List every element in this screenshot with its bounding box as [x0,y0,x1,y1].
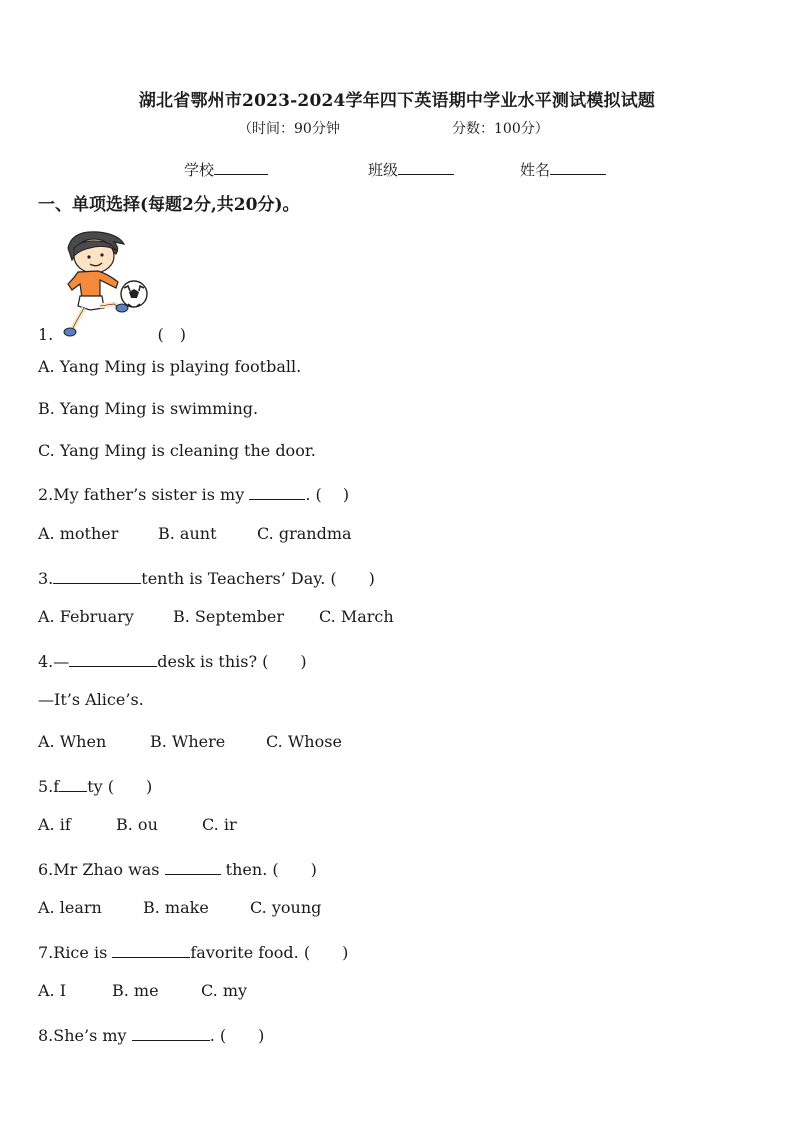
question-4 [38,649,307,672]
q6-blank[interactable] [165,860,221,875]
class-blank[interactable] [398,160,454,175]
q2-text-after: . ( ) [305,485,350,504]
q1-answer-paren[interactable]: ( ) [157,325,186,344]
q5-option-c[interactable]: C. ir [202,815,237,834]
q4-reply: —It’s Alice’s. [38,690,144,709]
exam-title: 湖北省鄂州市2023-2024学年四下英语期中学业水平测试模拟试题 [138,91,656,111]
q7-text-before: 7.Rice is [38,943,113,962]
question-2 [38,482,349,505]
q1-option-a[interactable]: A. Yang Ming is playing football. [38,357,302,376]
q2-text-before: 2.My father’s sister is my [38,485,250,504]
q5-option-b[interactable]: B. ou [116,815,158,834]
exam-score: 分数：100分） [452,121,549,137]
q2-option-b[interactable]: B. aunt [158,524,217,543]
school-blank[interactable] [214,160,268,175]
q2-blank[interactable] [249,485,305,500]
q2-option-a[interactable]: A. mother [38,524,119,543]
q7-text-after: favorite food. ( ) [190,943,349,962]
q5-blank[interactable] [59,777,87,792]
class-field[interactable] [368,159,454,180]
q3-blank[interactable] [53,569,141,584]
question-1 [38,322,186,345]
q7-option-b[interactable]: B. me [112,981,159,1000]
name-blank[interactable] [550,160,606,175]
q8-text-after: . ( ) [209,1026,265,1045]
q7-blank[interactable] [112,943,190,958]
q4-option-a[interactable]: A. When [38,732,107,751]
question-3 [38,566,375,589]
q5-text-before: 5.f [38,777,60,796]
q6-text-after: then. ( ) [220,860,317,879]
q6-option-c[interactable]: C. young [250,898,322,917]
q8-text-before: 8.She’s my [38,1026,132,1045]
q6-option-a[interactable]: A. learn [38,898,102,917]
q4-option-c[interactable]: C. Whose [266,732,342,751]
question-6 [38,857,317,880]
question-7 [38,940,348,963]
q8-blank[interactable] [132,1026,210,1041]
q3-text-before: 3. [38,569,54,588]
q5-option-a[interactable]: A. if [38,815,71,834]
q6-option-b[interactable]: B. make [143,898,209,917]
q3-option-b[interactable]: B. September [173,607,285,626]
school-field[interactable] [184,159,268,180]
q5-text-after: ty ( ) [87,777,153,796]
question-5 [38,774,152,797]
school-label: 学校 [184,161,215,179]
name-label: 姓名 [520,161,551,179]
q3-option-a[interactable]: A. February [38,607,134,626]
q2-option-c[interactable]: C. grandma [257,524,352,543]
class-label: 班级 [368,161,399,179]
q1-option-b[interactable]: B. Yang Ming is swimming. [38,399,259,418]
q3-text-after: tenth is Teachers’ Day. ( ) [141,569,375,588]
q7-option-a[interactable]: A. I [38,981,67,1000]
q3-option-c[interactable]: C. March [319,607,394,626]
q7-option-c[interactable]: C. my [201,981,248,1000]
q1-number: 1. [38,325,54,344]
name-field[interactable] [520,159,606,180]
q6-text-before: 6.Mr Zhao was [38,860,165,879]
question-8 [38,1023,264,1046]
q1-option-c[interactable]: C. Yang Ming is cleaning the door. [38,441,316,460]
q4-option-b[interactable]: B. Where [150,732,226,751]
q4-blank[interactable] [69,652,157,667]
q4-text-after: desk is this? ( ) [157,652,307,671]
q4-text-before: 4.— [38,652,70,671]
section-heading: 一、单项选择(每题2分,共20分)。 [38,195,300,215]
exam-time: （时间：90分钟 [238,121,340,137]
